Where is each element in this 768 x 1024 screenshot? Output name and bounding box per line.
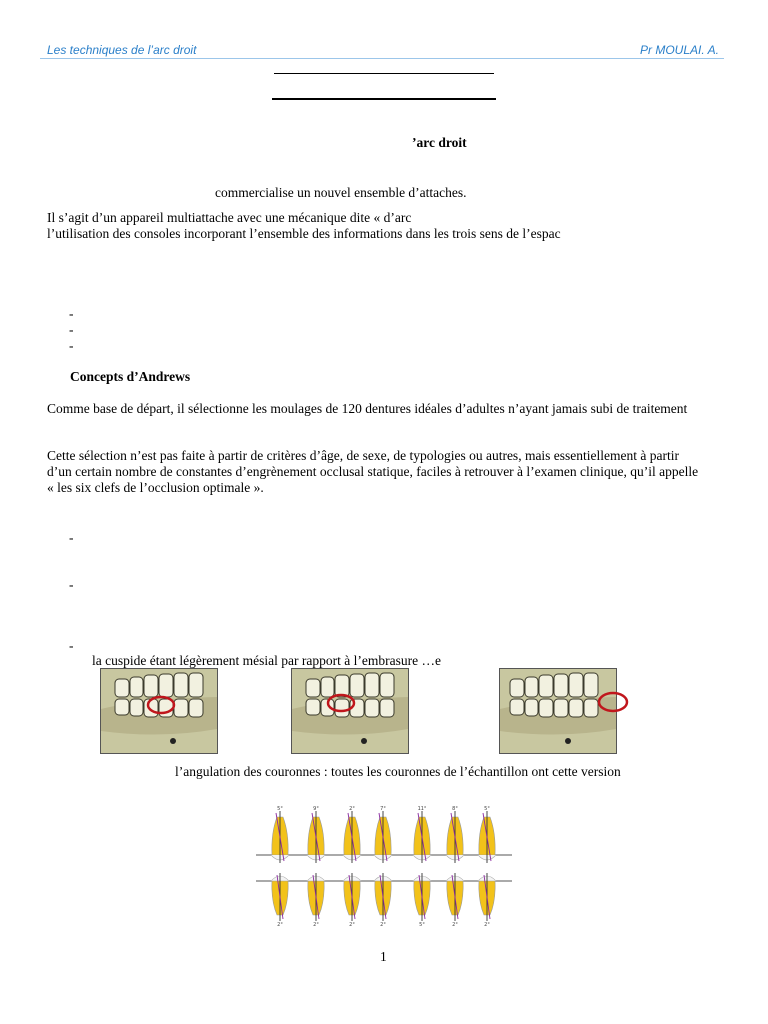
lower-tooth-4 (374, 873, 392, 921)
lower-tooth-1 (271, 873, 289, 921)
list-dash-2: - (69, 322, 74, 337)
upper-angle-label: 11° (417, 806, 427, 812)
upper-tooth-5 (413, 811, 431, 863)
section-title: Concepts d’Andrews (70, 369, 191, 384)
upper-tooth-7 (478, 811, 496, 863)
list-dash-3: - (69, 338, 74, 353)
list-dash-6: - (69, 638, 74, 653)
heading-fragment: ’arc droit (412, 135, 467, 150)
paragraph-2-line-2: l’utilisation des consoles incorporant l’ensemble des informations dans les trois sens de l’espac (47, 226, 561, 241)
header-title: Les techniques de l’arc droit (47, 43, 197, 57)
upper-tooth-2 (307, 811, 325, 863)
paragraph-1: commercialise un nouvel ensemble d’attaches. (215, 185, 467, 200)
cuspid-line: la cuspide étant légèrement mésial par rapport à l’embrasure …e (92, 653, 441, 668)
lower-angle-label: 2° (484, 922, 490, 927)
paragraph-4-line-2: d’un certain nombre de constantes d’engrènement occlusal statique, faciles à retrouver à l’examen clinique, qu’il appelle (47, 464, 699, 479)
list-dash-1: - (69, 306, 74, 321)
dental-photo-1 (100, 668, 218, 754)
paragraph-4-line-1: Cette sélection n’est pas faite à partir de critères d’âge, de sexe, de typologies ou autres, mais essentiellement à partir (47, 448, 680, 463)
upper-angle-label: 9° (313, 806, 319, 812)
header-author: Pr MOULAI. A. (640, 43, 719, 57)
upper-angle-label: 2° (349, 806, 355, 812)
title-rule-1 (274, 73, 494, 74)
upper-angle-label: 5° (277, 806, 283, 812)
upper-tooth-6 (446, 811, 464, 863)
lower-angle-label: 2° (380, 922, 386, 927)
lower-tooth-3 (343, 873, 361, 921)
lower-angle-label: 2° (349, 922, 355, 927)
list-dash-4: - (69, 530, 74, 545)
lower-tooth-6 (446, 873, 464, 921)
upper-angle-label: 8° (452, 806, 458, 812)
paragraph-2-line-1: Il s’agit d’un appareil multiattache avec une mécanique dite « d’arc (47, 210, 412, 225)
highlight-circle-3 (596, 688, 630, 716)
lower-angle-label: 2° (452, 922, 458, 927)
paragraph-3: Comme base de départ, il sélectionne les moulages de 120 dentures idéales d’adultes n’ayant jamais subi de traitement (47, 401, 688, 416)
angulation-line: l’angulation des couronnes : toutes les couronnes de l’échantillon ont cette version (175, 764, 621, 779)
upper-angle-label: 7° (380, 806, 386, 812)
crown-angulation-diagram (252, 803, 516, 927)
lower-tooth-2 (307, 873, 325, 921)
upper-tooth-3 (343, 811, 361, 863)
dental-photo-2 (291, 668, 409, 754)
lower-angle-label: 2° (313, 922, 319, 927)
lower-tooth-7 (478, 873, 496, 921)
paragraph-4-line-3: « les six clefs de l’occlusion optimale ». (47, 480, 264, 495)
header-divider (40, 58, 724, 59)
upper-tooth-4 (374, 811, 392, 863)
lower-angle-label: 2° (277, 922, 283, 927)
list-dash-5: - (69, 577, 74, 592)
upper-angle-label: 5° (484, 806, 490, 812)
title-rule-2 (272, 98, 496, 100)
lower-tooth-5 (413, 873, 431, 921)
page-number: 1 (380, 949, 387, 964)
upper-tooth-1 (271, 811, 289, 863)
lower-angle-label: 5° (419, 922, 425, 927)
